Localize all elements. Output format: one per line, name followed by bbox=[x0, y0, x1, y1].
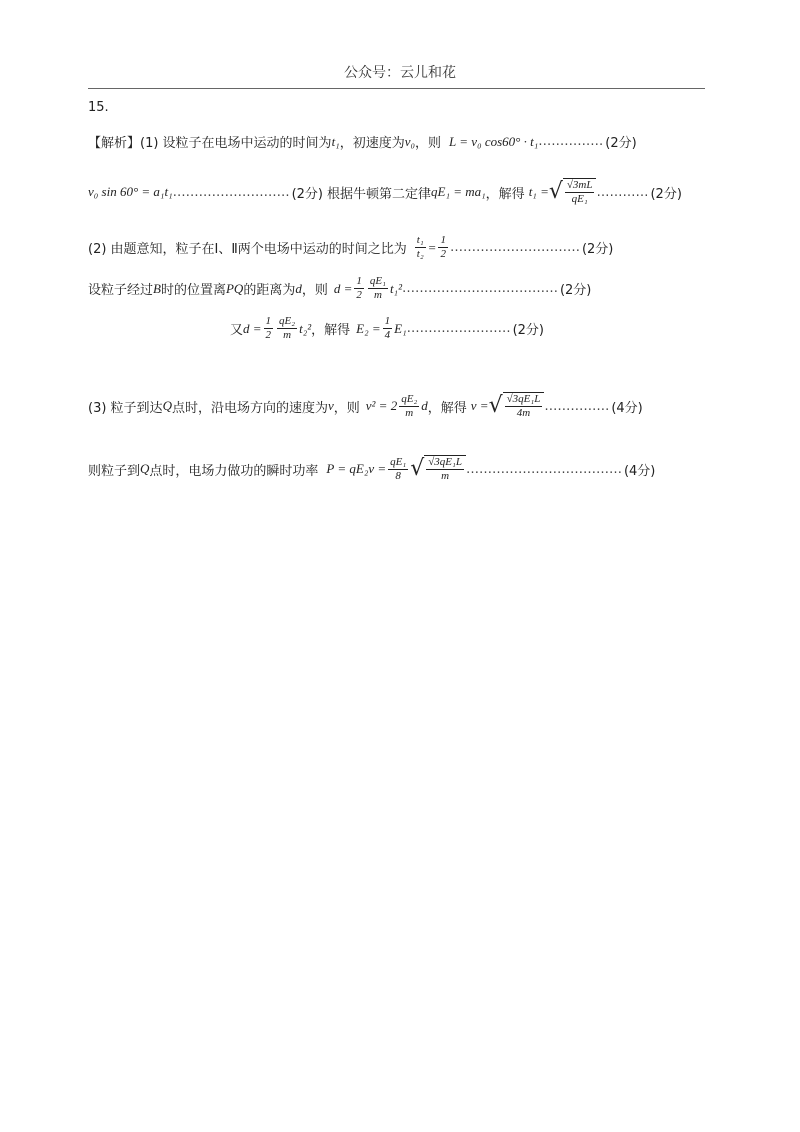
score: (2分) bbox=[559, 283, 592, 298]
formula: qE₁ = ma₁ bbox=[431, 184, 486, 199]
sqrt-expression bbox=[410, 455, 466, 483]
solution-line-5 bbox=[230, 315, 544, 342]
text: 【解析】(1) 设粒子在电场中运动的时间为 bbox=[88, 136, 332, 151]
radical-sign: √ bbox=[488, 393, 503, 418]
score: (4分) bbox=[611, 400, 643, 416]
fraction bbox=[415, 234, 426, 261]
page-header: 公众号：云儿和花 bbox=[344, 65, 456, 81]
text: (2) 由题意知，粒子在Ⅰ、Ⅱ两个电场中运动的时间之比为 bbox=[88, 242, 407, 257]
text: ，解得 bbox=[427, 400, 467, 416]
solution-line-7 bbox=[88, 455, 655, 483]
text: ，解得 bbox=[485, 186, 525, 202]
solution-line-1 bbox=[88, 132, 637, 151]
score: (2分) bbox=[291, 186, 324, 202]
denominator: m bbox=[373, 289, 382, 301]
score: (2分) bbox=[512, 323, 545, 338]
formula: v₀ sin 60° = a₁t₁ bbox=[88, 184, 173, 199]
sqrt-expression bbox=[549, 178, 597, 206]
fraction bbox=[399, 393, 419, 420]
solution-line-6 bbox=[88, 392, 643, 420]
formula: L = v₀ cos60° · t₁ bbox=[449, 133, 539, 149]
denominator: t₂ bbox=[416, 248, 424, 260]
score: (2分) bbox=[605, 136, 637, 151]
text: 的距离为 bbox=[243, 283, 296, 298]
leader-dots: ……………………… bbox=[172, 184, 290, 200]
text: 时的位置离 bbox=[160, 283, 226, 298]
numerator: 1 bbox=[265, 315, 272, 327]
text: 又 bbox=[230, 323, 244, 338]
fraction bbox=[383, 315, 393, 342]
math: E₂ = bbox=[356, 320, 381, 336]
radical-sign: √ bbox=[410, 456, 425, 481]
text: ，则 bbox=[301, 283, 328, 298]
leader-dots: …………… bbox=[538, 134, 604, 149]
score: (4分) bbox=[623, 463, 656, 479]
score: (2分) bbox=[581, 242, 614, 257]
text: 点时，沿电场方向的速度为 bbox=[171, 400, 328, 416]
math: v = bbox=[470, 398, 489, 413]
math: t₁ = bbox=[528, 184, 549, 199]
denominator: 2 bbox=[265, 329, 272, 341]
score: (2分) bbox=[650, 186, 682, 202]
radical-sign: √ bbox=[548, 179, 563, 204]
numerator: qE₂ bbox=[279, 315, 296, 327]
numerator: 1 bbox=[356, 275, 362, 287]
denominator: m bbox=[283, 329, 292, 341]
math: v₀ bbox=[404, 133, 416, 149]
numerator: t₁ bbox=[416, 234, 424, 246]
numerator: qE₂ bbox=[401, 392, 418, 405]
math: v bbox=[327, 398, 334, 413]
text: 则粒子到 bbox=[88, 463, 141, 479]
math: d = bbox=[243, 320, 262, 336]
text: ，初速度为 bbox=[339, 136, 405, 151]
fraction bbox=[354, 275, 364, 302]
fraction bbox=[438, 234, 448, 261]
numerator: √3mL bbox=[566, 179, 593, 191]
fraction bbox=[264, 315, 274, 342]
header-divider bbox=[88, 88, 705, 89]
fraction bbox=[388, 456, 408, 483]
numerator: qE₁ bbox=[369, 275, 386, 287]
numerator: √3qE₁L bbox=[428, 456, 462, 468]
leader-dots: ……………………………… bbox=[465, 461, 622, 477]
text: 根据牛顿第二定律 bbox=[327, 186, 432, 202]
math: PQ bbox=[225, 280, 244, 296]
math: t₁ bbox=[331, 133, 340, 149]
leader-dots: ……………………………… bbox=[401, 281, 558, 296]
text: ，则 bbox=[333, 400, 360, 416]
fraction bbox=[368, 275, 388, 302]
denominator: 4m bbox=[516, 407, 531, 419]
text: 设粒子经过 bbox=[88, 283, 154, 298]
math: d bbox=[295, 280, 302, 296]
math: Q bbox=[140, 461, 150, 476]
equals: = bbox=[427, 239, 437, 255]
leader-dots: …………… bbox=[544, 398, 610, 414]
solution-line-2 bbox=[88, 178, 682, 206]
leader-dots: …………………… bbox=[406, 321, 511, 336]
leader-dots: ………… bbox=[596, 184, 649, 200]
numerator: qE₁ bbox=[390, 455, 407, 468]
leader-dots: ………………………… bbox=[449, 240, 580, 255]
numerator: 1 bbox=[440, 234, 446, 246]
denominator: 4 bbox=[384, 329, 391, 341]
math: Q bbox=[162, 398, 172, 413]
text: (3) 粒子到达 bbox=[88, 400, 163, 416]
solution-line-4 bbox=[88, 275, 591, 302]
text: ，解得 bbox=[311, 323, 351, 338]
denominator: m bbox=[405, 406, 414, 419]
math: d bbox=[421, 398, 428, 413]
math: v² = 2 bbox=[365, 398, 398, 413]
fraction bbox=[277, 315, 297, 342]
text: 点时，电场力做功的瞬时功率 bbox=[149, 463, 319, 479]
solution-line-3 bbox=[88, 234, 613, 261]
numerator: 1 bbox=[384, 315, 391, 327]
denominator: qE₁ bbox=[571, 193, 588, 205]
problem-number: 15. bbox=[88, 100, 109, 115]
numerator: √3qE₁L bbox=[506, 393, 541, 405]
math: t₂² bbox=[299, 320, 312, 336]
denominator: 2 bbox=[440, 248, 446, 260]
denominator: m bbox=[441, 470, 450, 482]
math: t₁² bbox=[389, 280, 402, 296]
math: d = bbox=[333, 280, 353, 296]
denominator: 2 bbox=[356, 289, 362, 301]
math: E₁ bbox=[394, 320, 407, 336]
denominator: 8 bbox=[395, 469, 401, 482]
math: P = qE₂v = bbox=[326, 461, 387, 476]
text: ，则 bbox=[415, 136, 442, 151]
sqrt-expression bbox=[489, 392, 545, 420]
math: B bbox=[153, 280, 161, 296]
